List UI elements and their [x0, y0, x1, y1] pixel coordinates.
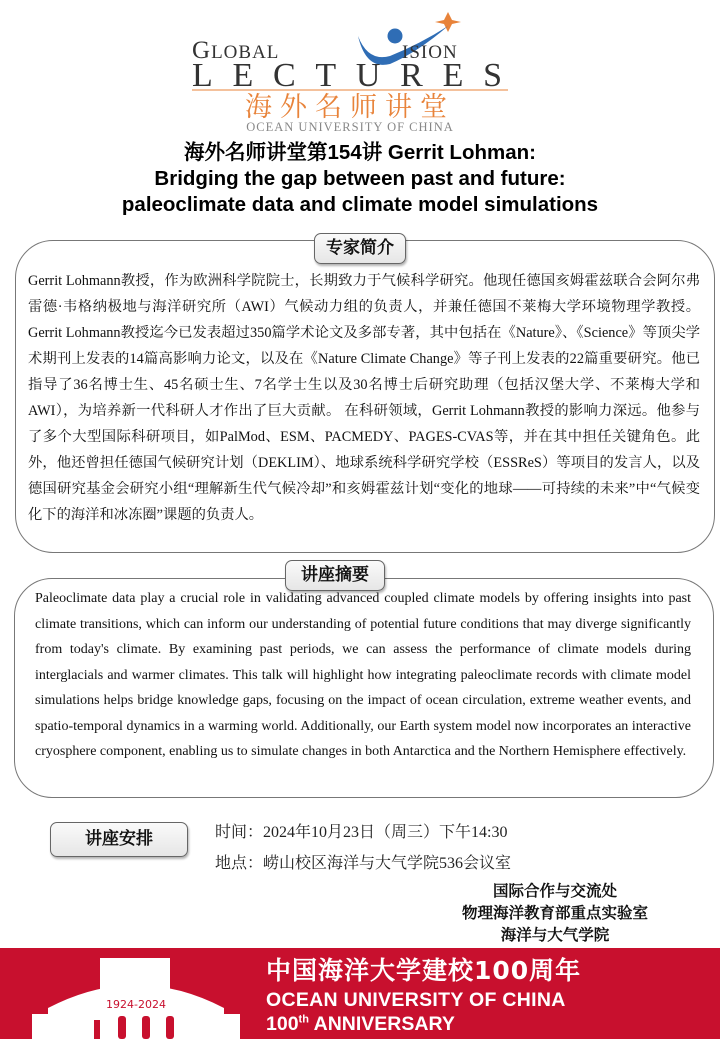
svg-text:OCEAN UNIVERSITY OF CHINA: OCEAN UNIVERSITY OF CHINA [246, 120, 454, 132]
lecture-title [0, 140, 720, 218]
title-line-3: paleoclimate data and climate model simulations [121, 193, 599, 216]
anniversary-suffix: th [298, 1013, 309, 1026]
title-line-2: Bridging the gap between past and future: [154, 167, 566, 190]
bio-text: Gerrit Lohmann教授，作为欧洲科学院院士，长期致力于气候科学研究。他现任德国亥姆霍兹联合会阿尔弗雷德·韦格纳极地与海洋研究所（AWI）气候动力组的负责人，并兼任德国不莱梅大学环境物理学教授。Gerrit Lohmann教授迄今已发表超过350篇学术论文及多部专著，其中包括在《Nature》、《Science》等顶尖学术期刊上发表的14篇高影响力论文，以及在《Nature Climate Change》等子刊上发表的22篇重要研究。他已指导了36名博士生、45名硕士生、7名学士生以及30名博士后研究助理（包括汉堡大学、不莱梅大学和AWI），为培养新一代科研人才作出了巨大贡献。 在科研领域，Gerrit Lohmann教授的影响力深远。他参与了多个大型国际科研项目，如PalMod、ESM、PACMEDY、PAGES-CVAS等，并在其中担任关键角色。此外，他还曾担任德国气候研究计划（DEKLIM）、地球系统科学研究学校（ESSReS）等项目的发言人，以及德国研究基金会研究小组“理解新生代气候冷却”和亥姆霍兹计划“变化的地球——可持续的未来”中“气候变化下的海洋和冰冻圈”课题的负责人。 [28, 273, 700, 523]
title-line-1: 海外名师讲堂第154讲 Gerrit Lohman: [184, 141, 536, 164]
svg-text:1924-2024: 1924-2024 [106, 998, 166, 1011]
svg-text:LECTURES: LECTURES [192, 57, 504, 94]
anniversary-subtitle-en [266, 1013, 455, 1035]
campus-building-logo [28, 952, 248, 1039]
svg-text:GLOBAL: GLOBAL [192, 37, 280, 64]
schedule-place: 地点：崂山校区海洋与大气学院536会议室 [215, 855, 512, 872]
anniversary-title-en: OCEAN UNIVERSITY OF CHINA [266, 989, 566, 1011]
organizers [400, 880, 710, 946]
bio-heading: 专家简介 [314, 233, 406, 264]
anniversary-title-cn: 中国海洋大学建校100周年 [266, 956, 582, 985]
schedule-heading: 讲座安排 [50, 822, 188, 857]
svg-text:ISION: ISION [402, 42, 458, 63]
abstract-heading: 讲座摘要 [285, 560, 385, 591]
organizer: 物理海洋教育部重点实验室 [461, 904, 648, 922]
anniversary-number: 100 [266, 1013, 299, 1035]
abstract-text: Paleoclimate data play a crucial role in validating advanced coupled climate models by offering insights into past climate transitions, which can inform our understanding of potential future conditions that may diverge significantly from today's climate. By examining past periods, we can assess the performance of climate models during interglacials and warmer climates. This talk will highlight how integrating paleoclimate records with climate model simulations helps bridge knowledge gaps, focusing on the impact of ocean circulation, extreme weather events, and spatio-temporal dynamics in a warming world. Additionally, our Earth system model now incorporates an interactive cryosphere component, enabling us to simulate changes in both Antarctica and the Northern Hemisphere effectively. [35, 591, 691, 759]
schedule-time: 时间：2024年10月23日（周三）下午14:30 [215, 824, 508, 841]
global-vision-lectures-logo [190, 4, 520, 132]
anniversary-word: ANNIVERSARY [308, 1013, 455, 1035]
organizer: 海洋与大气学院 [500, 926, 610, 944]
organizer: 国际合作与交流处 [492, 882, 617, 900]
anniversary-banner [0, 948, 720, 1039]
logo-graphic [190, 4, 520, 132]
star-icon [435, 12, 461, 32]
svg-text:海外名师讲堂: 海外名师讲堂 [245, 92, 455, 123]
